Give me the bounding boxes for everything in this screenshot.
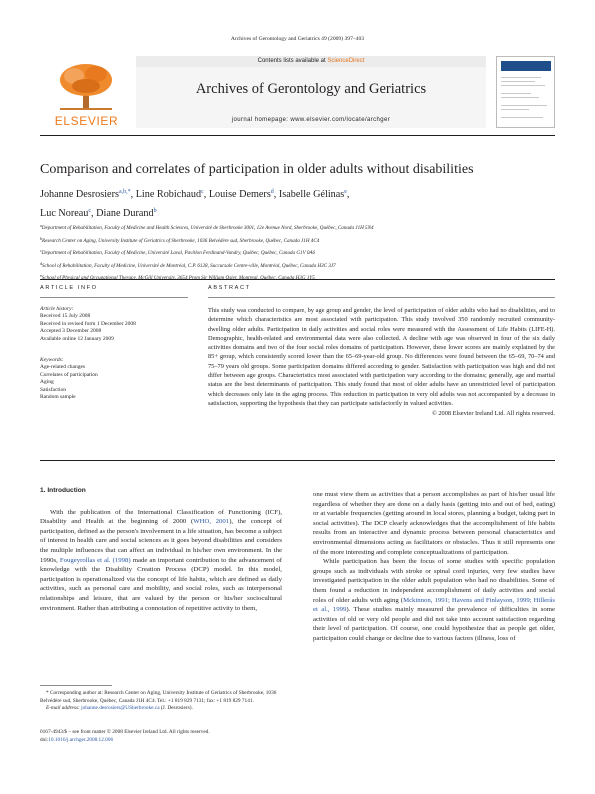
affiliation-item [40,271,560,284]
affiliation-text: Department of Rehabilitation, Faculty of Medicine, Université Laval, Pavillon Ferdinand-Vandry, Québec, Québec, Canada G1V 0A6 [41,250,316,257]
corresponding-author-note: * Corresponding author at: Research Center on Aging, University Institute of Geriatrics of Sherbrooke, 1036 Belvédère sud, Sherbrooke, Québec, Canada J1H 4C4. Tel.: +1 819 829 7131; fax: +1 819 829 7141. [40,690,277,704]
body-text: made an important contribution to the advancement of knowledge with the Disability Creation Process (DCP) model. In this model, participation is operationalized via the concept of life habits, which are defined as daily activities, such as personal care and mobility, and social roles, such as interpersonal relationships and leisure, that are valued by the person or his/her sociocultural environment. Rather than attributing a connotation of repetitive activity to them, [40,556,282,612]
doi-link[interactable]: 10.1016/j.archger.2008.12.006 [48,737,114,744]
affiliation-text: School of Rehabilitation, Faculty of Medicine, Université de Montréal, C.P. 6128, Succursale Centre-ville, Montréal, Québec, Canada H3C 3J7 [42,262,336,269]
email-note [40,705,282,713]
contents-availability [136,56,486,67]
body-column-left [40,486,282,613]
author-list [40,184,555,222]
citation-link[interactable]: WHO, 2001 [193,518,230,526]
author-affiliation-mark[interactable]: d [270,189,274,195]
affiliation-item [40,221,560,234]
author-line [40,184,555,203]
author-separator: , [346,189,350,200]
journal-cover-thumbnail [496,56,555,128]
author-separator: , [203,189,209,200]
journal-banner [136,56,486,128]
history-item: Received in revised form 1 December 2008 [40,320,136,327]
author-name: Johanne Desrosiers [40,189,119,200]
author-affiliation-mark[interactable]: c [88,208,92,214]
running-head: Archives of Gerontology and Geriatrics 49 (2009) 397–403 [230,36,365,42]
affiliations [40,221,560,284]
author-affiliation-mark[interactable]: a,b,* [118,189,131,195]
cover-line [501,77,541,78]
footnote [40,690,282,713]
spacer [40,343,185,357]
citation-link[interactable]: Fougeyrollas et al. (1998) [59,556,131,564]
email-link[interactable]: johanne.desrosiers@USherbrooke.ca [81,705,160,712]
keyword-item: Age-related changes [40,364,86,371]
masthead [40,56,555,128]
keyword-item: Satisfaction [40,386,66,393]
author-affiliation-mark[interactable]: b [153,208,157,214]
body-paragraph [40,508,282,614]
cover-line [501,117,543,118]
body-text: With the publication of the International Classification of Functioning (ICF), Disability and Health at the beginning of 2000 ( [40,508,282,526]
affiliation-text: School of Physical and Occupational Therapy, McGill University, 3654 Prom Sir William Osler, Montreal, Québec, Canada H3G 1Y5 [41,275,315,282]
article-info-label: ARTICLE INFO [40,285,98,291]
keyword-item: Correlates of participation [40,371,98,378]
abstract [208,306,555,418]
keyword-item: Aging [40,379,54,386]
history-item: Received 15 July 2008 [40,313,91,320]
author-affiliation-mark[interactable]: e [344,189,347,195]
cover-line [501,81,535,82]
keywords-header: Keywords: [40,357,64,364]
history-header: Article history: [40,306,74,312]
author-separator: , [91,208,97,219]
doi-line [40,736,282,744]
body-paragraph [313,557,555,643]
author-name: Diane Durand [96,208,154,219]
elsevier-tree-icon [54,62,118,112]
doi-label: doi: [40,737,49,744]
history-item: Accepted 3 December 2008 [40,328,102,335]
article-info-rule [40,297,188,298]
affiliation-mark: a [40,223,42,228]
elsevier-wordmark: ELSEVIER [54,114,119,128]
author-name: Louise Demers [208,189,271,200]
footnote-rule [40,685,112,686]
email-suffix: (J. Desrosiers). [159,705,193,712]
affiliation-mark: b [40,235,42,241]
body-paragraph: one must view them as activities that a person accomplishes as part of his/her usual life regardless of whether they are done on a daily basis (getting into and out of bed, eating) or at variable frequencies (getting around in local stores, planning a budget, taking part in social activities). The DCP clearly acknowledges that the accomplishment of life habits results from an interactive and dynamic process between personal characteristics and environmental dimensions acting as facilitators or obstacles. Thus it still represents one of the more interesting and complete conceptualizations of participation. [313,491,555,556]
journal-homepage[interactable]: journal homepage: www.elsevier.com/locate/archger [136,113,486,128]
header-bottom-rule [40,279,555,280]
cover-line [501,85,545,86]
body-text: While participation has been the focus of some studies with specific population groups such as individuals with stroke or spinal cord injuries, very few studies have investigated participation in the older adult population who had no disabilities. Some of them found a reduction in independent accomplishment of daily activities and social roles of older adults with aging ( [313,558,555,604]
author-line [40,203,555,222]
affiliation-item [40,234,560,247]
author-affiliation-mark[interactable]: c [201,189,204,195]
affiliation-text: Research Center on Aging, University Institute of Geriatrics of Sherbrooke, 1036 Belvédère sud, Sherbrooke, Québec, Canada J1H 4C4 [42,237,320,244]
abstract-text: This study was conducted to compare, by age group and gender, the level of participation of older adults who had no disabilities, and to determine which characteristics are most associated with participation. This study involved 350 randomly recruited community-dwelling older adults. Participation in daily activities and social roles were measured with the Assessment of Life Habits (LIFE-H). Demographic, health-related and environmental data were also collected. A decline with age was observed in four of the six daily activities domains and two of the four social roles domains of participation. However, these lower scores are mainly explained by the 85+ group, which consistently scored lower than the 65–69-year-old group. No differences were found between the 65–69, 70–74 and 75–79 years old groups. Some participation domains differed according to gender. Satisfaction with participation was high and did not differ between age groups. Characteristics most associated with participation vary according to the domains; generally, age and marital status are the best determinants of participation. This study found that most of older adults have an unrestricted level of participation which decreases only late in the aging process. This reduction in participation in very old adults was not accompanied by a decrease in satisfaction, supporting the hypothesis that they can participate satisfactorily in valued activities. [208,307,555,407]
cover-line [501,109,529,110]
journal-title: Archives of Gerontology and Geriatrics [136,67,486,113]
citation-link[interactable]: Mckinnon, 1991; Havens and Finlayson, 1999; Hillerås et al., 1999 [313,596,555,614]
cover-line [501,93,531,94]
copyright-notice: © 2008 Elsevier Ireland Ltd. All rights reserved. [431,409,555,417]
cover-line [501,105,547,106]
elsevier-logo [40,56,133,128]
author-name: Isabelle Gélinas [278,189,345,200]
affiliation-text: Department of Rehabilitation, Faculty of Medicine and Health Sciences, Université de Sherbrooke 3001, 12e Avenue Nord, Sherbrooke, Québec, Canada J1H 5N4 [41,225,374,231]
affiliation-mark: d [40,260,42,266]
masthead-rule [40,135,555,136]
abstract-rule [208,297,555,298]
article-info [40,306,185,401]
abstract-label: ABSTRACT [208,285,251,291]
section-heading: 1. Introduction [40,487,86,494]
affiliation-mark: c [40,248,42,254]
contents-prefix: Contents lists available at [257,58,328,64]
issn-line: 0167-4943/$ – see front matter © 2008 Elsevier Ireland Ltd. All rights reserved. [40,729,210,735]
sciencedirect-link[interactable]: ScienceDirect [327,58,365,64]
author-name: Luc Noreau [40,208,89,219]
body-text: ). These studies mainly measured the prevalence of difficulties in some activities of old or very old people and did not take into account satisfaction regarding their level of participation. Of course, one could hypothesize that as people get older, participation could change or decline due to various factors (illness, loss of [313,606,555,642]
author-separator: , [273,189,279,200]
affiliation-item [40,259,560,272]
history-item: Available online 12 January 2009 [40,335,114,342]
bottom-meta [40,728,282,745]
author-name: Line Robichaud [135,189,202,200]
email-label: E-mail address: [46,705,82,712]
cover-line [501,97,539,98]
affiliation-item [40,246,560,259]
abstract-bottom-rule [40,460,555,461]
cover-title-bar [501,61,551,71]
author-separator: , [130,189,136,200]
article-title: Comparison and correlates of participation in older adults without disabilities [40,162,474,177]
affiliation-mark: e [40,273,42,279]
keyword-item: Random sample [40,394,76,401]
body-text: ), the concept of participation, defined as the person's involvement in a life situation, has become a subject of interest in health care and social sciences as it goes beyond disabilities and considers the multiple influences that can affect an individual in his/her own environment. In the 1990s, [40,518,282,564]
body-column-right [313,490,555,644]
